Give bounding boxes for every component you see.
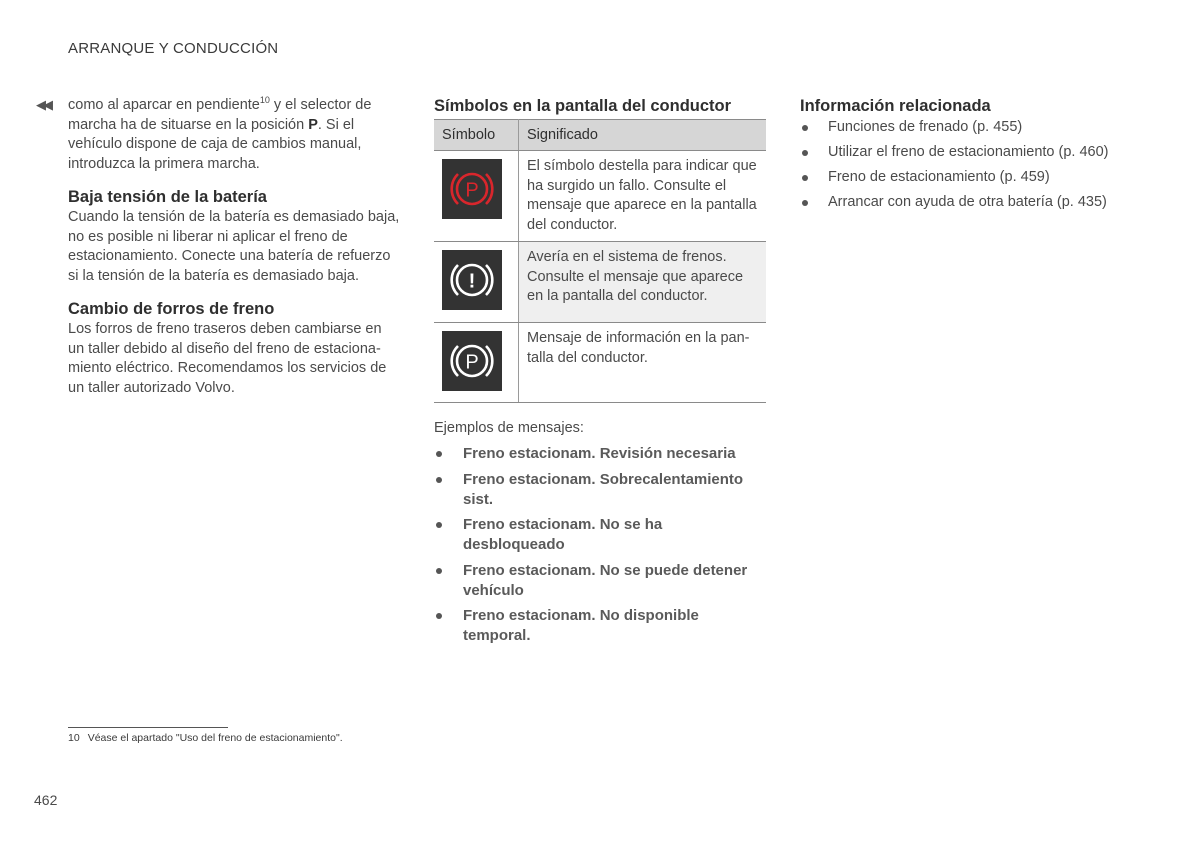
related-link[interactable]: Utilizar el freno de estacionamiento (p. 460) xyxy=(800,143,1140,163)
list-item: Freno estacionam. No disponible temporal. xyxy=(434,606,766,646)
column-middle xyxy=(434,96,766,652)
section-brake-pads xyxy=(68,299,400,398)
meaning-cell: El símbolo destella para indicar que ha surgido un fallo. Consulte el mensaje que aparece en la pantalla del conductor. xyxy=(519,151,767,242)
parking-brake-white-icon xyxy=(442,331,502,391)
brake-warning-icon xyxy=(442,250,502,310)
parking-brake-red-icon xyxy=(442,159,502,219)
column-header-meaning: Significado xyxy=(519,120,767,151)
column-header-symbol: Símbolo xyxy=(434,120,519,151)
list-item: Freno estacionam. No se ha desbloqueado xyxy=(434,515,766,555)
table-row xyxy=(434,151,766,242)
section-heading: Cambio de forros de freno xyxy=(68,300,275,318)
column-left xyxy=(68,96,400,398)
meaning-cell: Avería en el sistema de frenos. Consulte el mensaje que aparece en la pantalla del conductor. xyxy=(519,242,767,323)
svg-text:P: P xyxy=(465,351,479,374)
list-item: Freno estacionam. No se puede detener vehículo xyxy=(434,561,766,601)
related-info-heading: Información relacionada xyxy=(800,97,991,115)
related-links-list xyxy=(800,118,1140,213)
svg-text:P: P xyxy=(465,179,479,202)
meaning-cell: Mensaje de información en la pan-talla del conductor. xyxy=(519,323,767,403)
section-heading: Baja tensión de la batería xyxy=(68,188,267,206)
symbols-heading: Símbolos en la pantalla del conductor xyxy=(434,97,732,115)
page-number: 462 xyxy=(34,792,58,808)
chapter-title: ARRANQUE Y CONDUCCIÓN xyxy=(68,40,279,57)
section-text: Los forros de freno traseros deben cambiarse en un taller debido al diseño del freno de estaciona-miento eléctrico. Recomendamos los servicios de un taller autorizado Volvo. xyxy=(68,321,387,396)
related-link[interactable]: Freno de estacionamiento (p. 459) xyxy=(800,168,1140,188)
list-item: Freno estacionam. Sobrecalentamiento sist. xyxy=(434,470,766,510)
related-link[interactable]: Arrancar con ayuda de otra batería (p. 435) xyxy=(800,193,1140,213)
footnote-divider xyxy=(68,727,228,728)
footnote: 10 Véase el apartado "Uso del freno de estacionamiento". xyxy=(68,732,343,744)
related-link[interactable]: Funciones de frenado (p. 455) xyxy=(800,118,1140,138)
symbols-table xyxy=(434,119,766,403)
section-text: Cuando la tensión de la batería es demasiado baja, no es posible ni liberar ni aplicar el freno de estacionamiento. Conecte una batería de refuerzo si la tensión de la batería es demasiado baja. xyxy=(68,209,400,284)
footnote-reference[interactable]: 10 xyxy=(259,95,270,106)
section-low-battery xyxy=(68,187,400,286)
examples-list xyxy=(434,444,766,646)
double-chevron-left-icon: ◀◀ xyxy=(36,97,50,112)
intro-paragraph: como al aparcar en pendiente$^{10}$ y el selector de marcha ha de situarse en la posición P. Si el vehículo dispone de caja de cambios manual, introduzca la primera marcha. xyxy=(68,95,372,172)
table-row xyxy=(434,242,766,323)
column-right xyxy=(800,96,1140,218)
svg-text:!: ! xyxy=(468,270,476,293)
list-item: Freno estacionam. Revisión necesaria xyxy=(434,444,766,464)
table-row xyxy=(434,323,766,403)
examples-label: Ejemplos de mensajes: xyxy=(434,420,584,436)
